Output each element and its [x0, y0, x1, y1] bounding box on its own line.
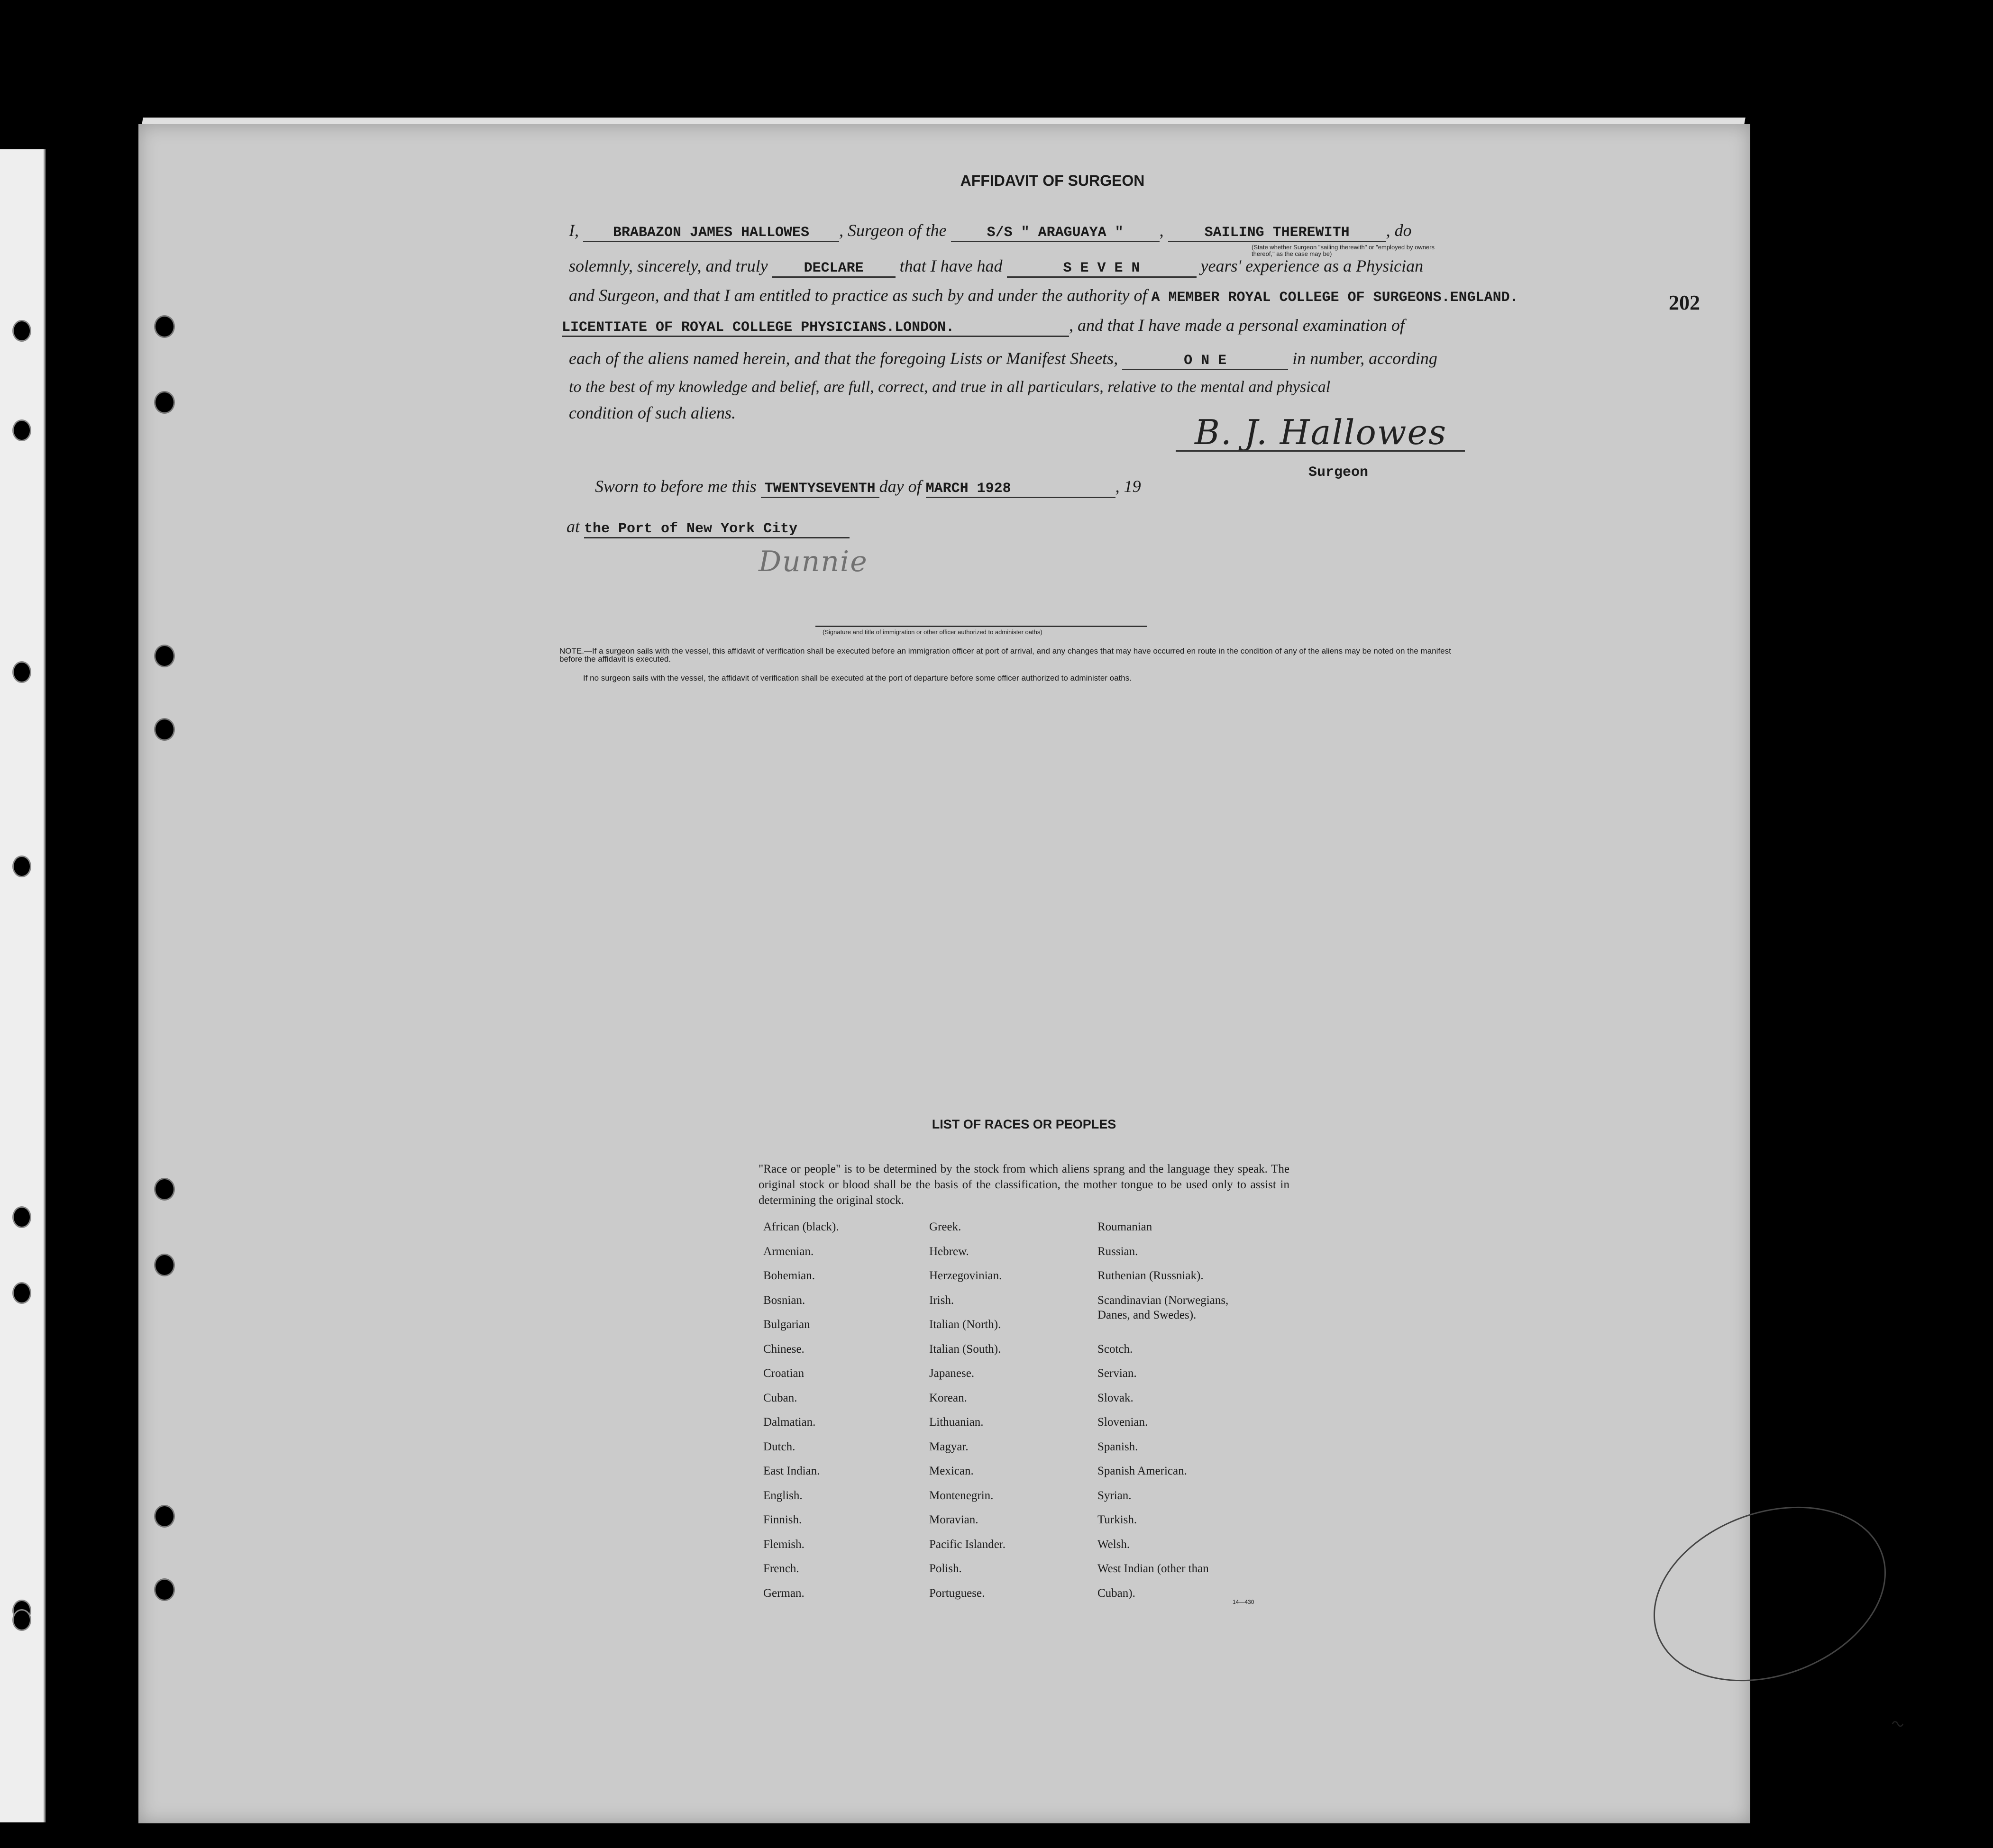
punch-hole [154, 391, 175, 414]
race-item: Dutch. [763, 1440, 795, 1453]
sheets-count: O N E [1122, 353, 1288, 370]
affidavit-title: AFFIDAVIT OF SURGEON [960, 172, 1145, 189]
races-title: LIST OF RACES OR PEOPLES [932, 1117, 1116, 1131]
text-nineteen: , 19 [1115, 477, 1141, 496]
surgeon-status: SAILING THEREWITH [1168, 225, 1386, 242]
race-item: Herzegovinian. [929, 1269, 1002, 1282]
at-line [567, 517, 850, 538]
text-solemnly: solemnly, sincerely, and truly [569, 256, 768, 275]
race-item: Cuban). [1097, 1586, 1135, 1600]
binder-hole [12, 856, 31, 877]
binder-hole [12, 419, 31, 441]
race-item: German. [763, 1586, 805, 1600]
text-each-of-the-aliens: each of the aliens named herein, and that the foregoing Lists or Manifest Sheets, [569, 349, 1118, 368]
text-surgeon-of: , Surgeon of the [839, 221, 947, 240]
page-number: 202 [1669, 291, 1700, 314]
affidavit-line-6: to the best of my knowledge and belief, are full, correct, and true in all particulars, relative to the mental and physical [569, 378, 1331, 396]
race-item: Mexican. [929, 1465, 974, 1477]
text-years-experience: years' experience as a Physician [1200, 256, 1424, 275]
race-item: Moravian. [929, 1513, 978, 1526]
race-item: Irish. [929, 1293, 954, 1307]
race-item: Greek. [929, 1220, 961, 1233]
authority-1: A MEMBER ROYAL COLLEGE OF SURGEONS.ENGLAND. [1151, 290, 1518, 306]
affidavit-line-3 [569, 285, 1518, 306]
race-item: Slovenian. [1097, 1416, 1148, 1429]
race-item: Cuban. [763, 1391, 797, 1404]
race-item: West Indian (other than [1097, 1562, 1209, 1575]
years-experience: S E V E N [1007, 260, 1197, 278]
surgeon-name: BRABAZON JAMES HALLOWES [583, 225, 839, 242]
affidavit-line-7: condition of such aliens. [569, 403, 736, 422]
note-surgeon-sails: NOTE.—If a surgeon sails with the vessel, this affidavit of verification shall be executed before an immigration officer at port of arrival, and any changes that may have occurred en route in the condition of any of the aliens may be noted on the manifest before the affidavit is executed. [559, 646, 1451, 664]
officer-caption: (Signature and title of immigration or other officer authorized to administer oaths) [823, 628, 1042, 636]
officer-signature-line [815, 626, 1147, 627]
race-item: African (black). [763, 1220, 839, 1233]
race-item: Chinese. [763, 1342, 805, 1356]
text-sworn: Sworn to before me this [595, 477, 757, 496]
binder-strip [0, 149, 46, 1822]
race-item: Roumanian [1097, 1220, 1152, 1233]
race-item: Croatian [763, 1367, 805, 1380]
race-item: Ruthenian (Russniak). [1097, 1269, 1204, 1282]
race-item: Bosnian. [763, 1293, 805, 1307]
text-at: at [567, 517, 580, 536]
affidavit-line-2 [569, 256, 1423, 278]
affidavit-line-4 [562, 315, 1405, 337]
binder-hole [12, 320, 31, 342]
race-item: Turkish. [1097, 1513, 1137, 1526]
race-item: Syrian. [1097, 1489, 1132, 1502]
punch-hole [154, 315, 175, 338]
race-item: East Indian. [763, 1465, 820, 1477]
race-item: Lithuanian. [929, 1416, 984, 1429]
port-name: the Port of New York City [584, 521, 850, 538]
text-and-surgeon: and Surgeon, and that I am entitled to practice as such by and under the authority of [569, 286, 1147, 305]
race-item: Russian. [1097, 1245, 1138, 1258]
text-i: I, [569, 221, 579, 240]
race-item: Magyar. [929, 1440, 969, 1453]
corner-mark: ~ [1887, 1710, 1908, 1738]
text-that-i-have-had: that I have had [899, 256, 1003, 275]
race-item: French. [763, 1562, 799, 1575]
text-in-number: in number, according [1292, 349, 1437, 368]
note-no-surgeon: If no surgeon sails with the vessel, the affidavit of verification shall be executed at the port of departure before some officer authorized to administer oaths. [583, 674, 1132, 683]
authority-2: LICENTIATE OF ROYAL COLLEGE PHYSICIANS.LONDON. [562, 319, 1069, 337]
officer-signature: Dunnie [759, 545, 868, 578]
affidavit-line-5 [569, 348, 1437, 370]
sworn-month: MARCH 1928 [926, 481, 1115, 498]
binder-hole [12, 1609, 31, 1631]
signature-role: Surgeon [1308, 464, 1369, 481]
race-item: Portuguese. [929, 1586, 985, 1600]
binder-hole [12, 661, 31, 683]
sworn-day: TWENTYSEVENTH [761, 481, 879, 498]
race-item: Montenegrin. [929, 1489, 994, 1502]
ghost-row [142, 555, 1745, 569]
text-personal-examination: , and that I have made a personal examination of [1069, 316, 1405, 335]
race-item: Italian (North). [929, 1318, 1001, 1331]
race-item: Bulgarian [763, 1318, 810, 1331]
race-item: Hebrew. [929, 1245, 969, 1258]
race-item: Bohemian. [763, 1269, 815, 1282]
ship-name: S/S " ARAGUAYA " [951, 225, 1160, 242]
race-item: Italian (South). [929, 1342, 1001, 1356]
race-item: Danes, and Swedes). [1097, 1309, 1197, 1321]
race-item: Polish. [929, 1562, 962, 1575]
text-do: , do [1386, 221, 1412, 240]
race-item: Spanish. [1097, 1440, 1138, 1453]
binder-hole [12, 1206, 31, 1228]
race-item: Welsh. [1097, 1538, 1130, 1551]
binder-hole [12, 1282, 31, 1304]
signature-line [1176, 450, 1465, 452]
status-note: (State whether Surgeon "sailing therewith" or "employed by owners thereof," as the case may be) [1252, 244, 1435, 257]
race-item: Servian. [1097, 1367, 1137, 1380]
text-day-of: day of [879, 477, 922, 496]
race-item: Korean. [929, 1391, 967, 1404]
race-item: Spanish American. [1097, 1465, 1187, 1477]
race-item: Armenian. [763, 1245, 814, 1258]
surgeon-signature: B. J. Hallowes [1195, 412, 1447, 452]
race-item: Dalmatian. [763, 1416, 816, 1429]
sworn-line [595, 476, 1141, 498]
race-item: Flemish. [763, 1538, 805, 1551]
race-item: Japanese. [929, 1367, 975, 1380]
race-item: English. [763, 1489, 803, 1502]
form-number: 14—430 [1233, 1599, 1254, 1605]
affidavit-line-1: I, BRABAZON JAMES HALLOWES , Surgeon of the S/S " ARAGUAYA " , SAILING THEREWITH , do [569, 220, 1412, 242]
race-item: Finnish. [763, 1513, 802, 1526]
race-item: Scandinavian (Norwegians, [1097, 1293, 1229, 1307]
race-item: Pacific Islander. [929, 1538, 1006, 1551]
races-intro: "Race or people" is to be determined by the stock from which aliens sprang and the language they speak. The original stock or blood shall be the basis of the classification, the mother tongue to be used only to assist in determining the original stock. [759, 1163, 1289, 1207]
race-item: Scotch. [1097, 1342, 1133, 1356]
race-item: Slovak. [1097, 1391, 1134, 1404]
declare-word: DECLARE [772, 260, 896, 278]
